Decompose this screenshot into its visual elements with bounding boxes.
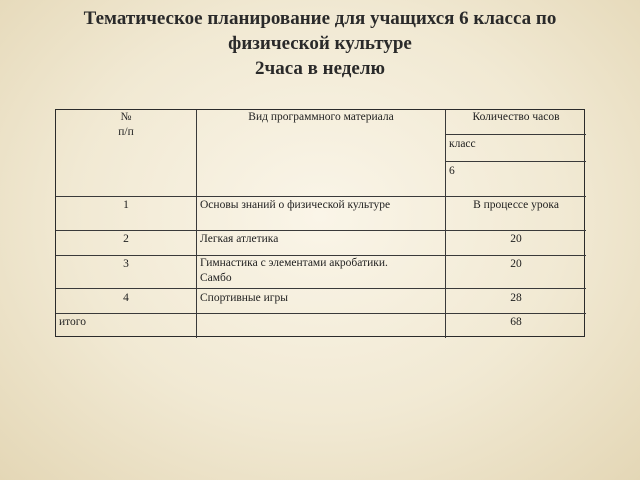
table-divider-class-value [445,161,586,162]
header-number-symbol: № [120,111,132,123]
title-line-3: 2часа в неделю [255,58,385,79]
table-divider-header-bottom [56,196,586,197]
title-line-2: физической культуре [228,33,412,54]
total-label: итого [59,316,86,328]
table-divider-col-1 [196,110,197,338]
header-number-abbr: п/п [118,126,134,138]
row-3-number: 3 [123,258,129,270]
row-3-name: Гимнастика с элементами акробатики. Самбо [200,257,388,284]
row-4-hours: 28 [510,292,522,304]
row-3-hours: 20 [510,258,522,270]
header-material: Вид программного материала [248,111,394,123]
row-1-name: Основы знаний о физической культуре [200,199,391,211]
table-divider-row-4 [56,313,586,314]
row-2-name: Легкая атлетика [200,233,279,245]
planning-table [55,109,585,337]
row-2-hours: 20 [510,233,522,245]
table-divider-row-3 [56,288,586,289]
title-line-1: Тематическое планирование для учащихся 6 класса по [83,8,557,29]
table-divider-hours-class [445,134,586,135]
row-4-name: Спортивные игры [200,292,288,304]
row-4-number: 4 [123,292,129,304]
row-2-number: 2 [123,233,129,245]
row-1-number: 1 [123,199,129,211]
table-divider-row-1 [56,230,586,231]
header-hours: Количество часов [472,111,560,123]
header-class-value: 6 [449,165,455,177]
header-class-label: класс [449,138,476,150]
total-hours: 68 [510,316,522,328]
header-number-cell [56,110,196,140]
row-1-hours: В процессе урока [473,199,559,211]
slide-title [20,6,620,81]
